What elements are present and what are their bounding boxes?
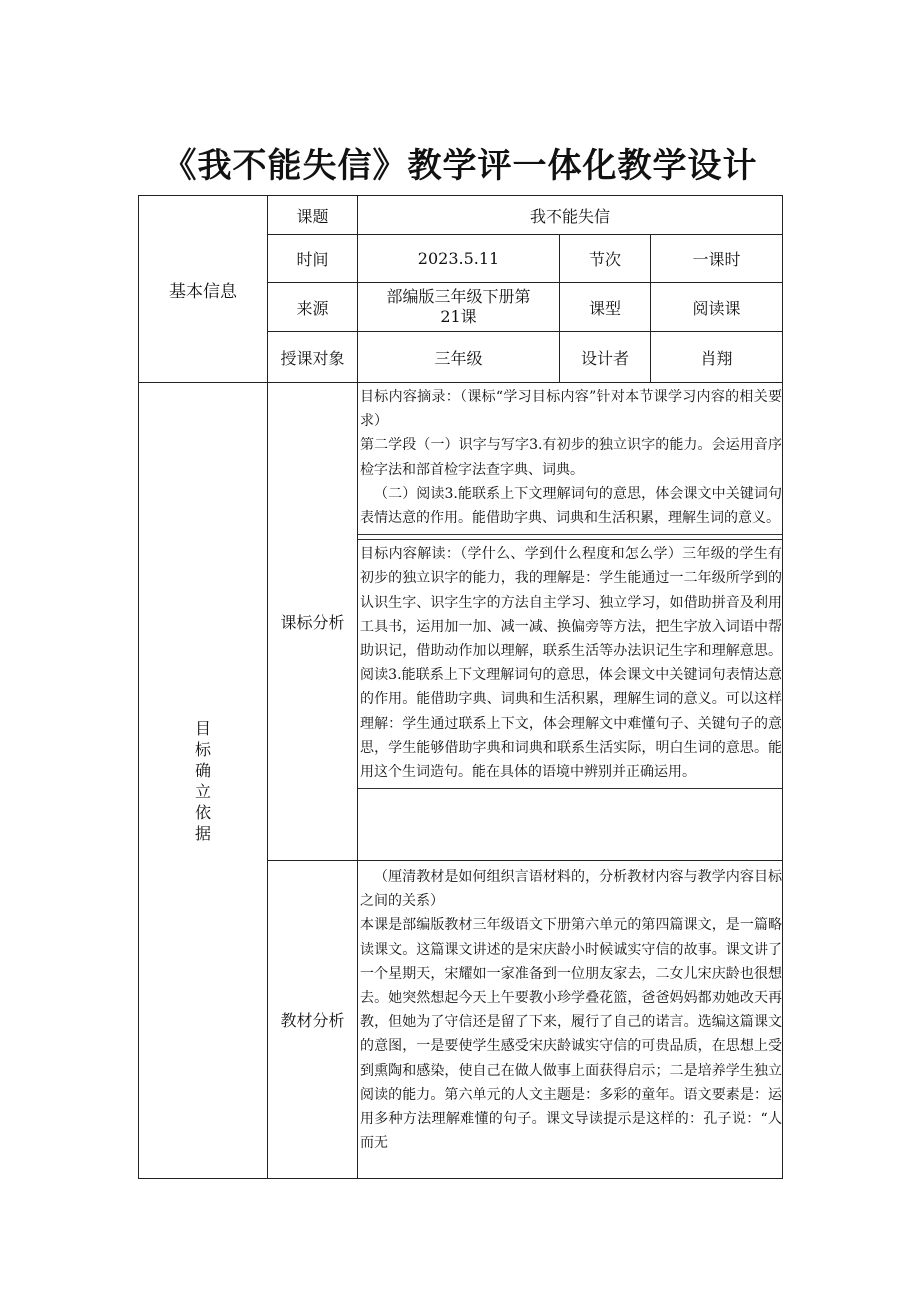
interpretation-paragraph: 目标内容解读：（学什么、学到什么程度和怎么学）三年级的学生有初步的独立识字的能力，我的理解是：学生能通过一二年级所学到的认识生字、识字生字的方法自主学习、独立学习，如借助拼音及利用工具书，运用加一加、减一减、换偏旁等方法，把生字放入词语中帮助识记，借助动作加以理解，联系生活等办法识记生字和理解意思。阅读3.能联系上下文理解词句的意思，体会课文中关键词句表情达意的作用。能借助字典、词典和生活积累，理解生词的意义。可以这样理解：学生通过联系上下文，体会理解文中难懂句子、关键句子的意思，学生能够借助字典和词典和联系生活实际，明白生词的意思。能用这个生词造句。能在具体的语境中辨别并正确运用。 (360, 546, 783, 781)
textbook-analysis-content (358, 861, 783, 1179)
excerpt-paragraph: （二）阅读3.能联系上下文理解词句的意思，体会课文中关键词句表情达意的作用。能借助字典、词典和生活积累，理解生词的意义。 (360, 485, 783, 527)
document-title: 《我不能失信》教学评一体化教学设计 (162, 146, 758, 186)
type-label: 课型 (560, 283, 651, 332)
textbook-paragraph: 本课是部编版教材三年级语文下册第六单元的第四篇课文，是一篇略读课文。这篇课文讲述的是宋庆龄小时候诚实守信的故事。课文讲了一个星期天，宋耀如一家准备到一位朋友家去，二女儿宋庆龄也很想去。她突然想起今天上午要教小珍学叠花篮，爸爸妈妈都劝她改天再教，但她为了守信还是留了下来，履行了自己的诺言。选编这篇课文的意图，一是要使学生感受宋庆龄诚实守信的可贵品质，在思想上受到熏陶和感染，使自己在做人做事上面获得启示；二是培养学生独立阅读的能力。第六单元的人文主题是：多彩的童年。语文要素是：运用多种方法理解难懂的句子。课文导读提示是这样的：孔子说：“人而无 (360, 917, 783, 1152)
source-value (358, 283, 560, 332)
basic-info-label: 基本信息 (139, 196, 268, 383)
topic-value: 我不能失信 (358, 196, 783, 235)
basis-char: 目 (194, 718, 211, 738)
basis-char: 依 (194, 802, 211, 822)
excerpt-paragraph: 目标内容摘录：（课标“学习目标内容”针对本节课学习内容的相关要求） (360, 389, 783, 430)
lesson-design-table (138, 195, 783, 1179)
type-value: 阅读课 (651, 283, 783, 332)
audience-label: 授课对象 (268, 332, 358, 383)
curriculum-analysis-content (358, 383, 783, 861)
curriculum-analysis-label: 课标分析 (268, 383, 358, 861)
time-value: 2023.5.11 (358, 235, 560, 283)
textbook-paragraph: （厘清教材是如何组织言语材料的，分析教材内容与教学内容目标之间的关系） (360, 869, 783, 910)
excerpt-paragraph: 第二学段（一）识字与写字3.有初步的独立识字的能力。会运用音序检字法和部首检字法查字典、词典。 (360, 437, 783, 478)
curriculum-excerpt-box (358, 383, 782, 535)
target-basis-label (139, 383, 268, 1179)
textbook-analysis-label: 教材分析 (268, 861, 358, 1179)
source-text: 部编版三年级下册第21课 (386, 287, 531, 326)
curriculum-interpretation-box (358, 539, 782, 789)
basis-char: 据 (194, 823, 211, 843)
basis-char: 立 (194, 781, 211, 801)
period-label: 节次 (560, 235, 651, 283)
source-label: 来源 (268, 283, 358, 332)
topic-label: 课题 (268, 196, 358, 235)
audience-value: 三年级 (358, 332, 560, 383)
basis-char: 标 (194, 739, 211, 759)
designer-value: 肖翔 (651, 332, 783, 383)
basis-char: 确 (194, 760, 211, 780)
period-value: 一课时 (651, 235, 783, 283)
designer-label: 设计者 (560, 332, 651, 383)
textbook-analysis-box (358, 861, 782, 1159)
time-label: 时间 (268, 235, 358, 283)
